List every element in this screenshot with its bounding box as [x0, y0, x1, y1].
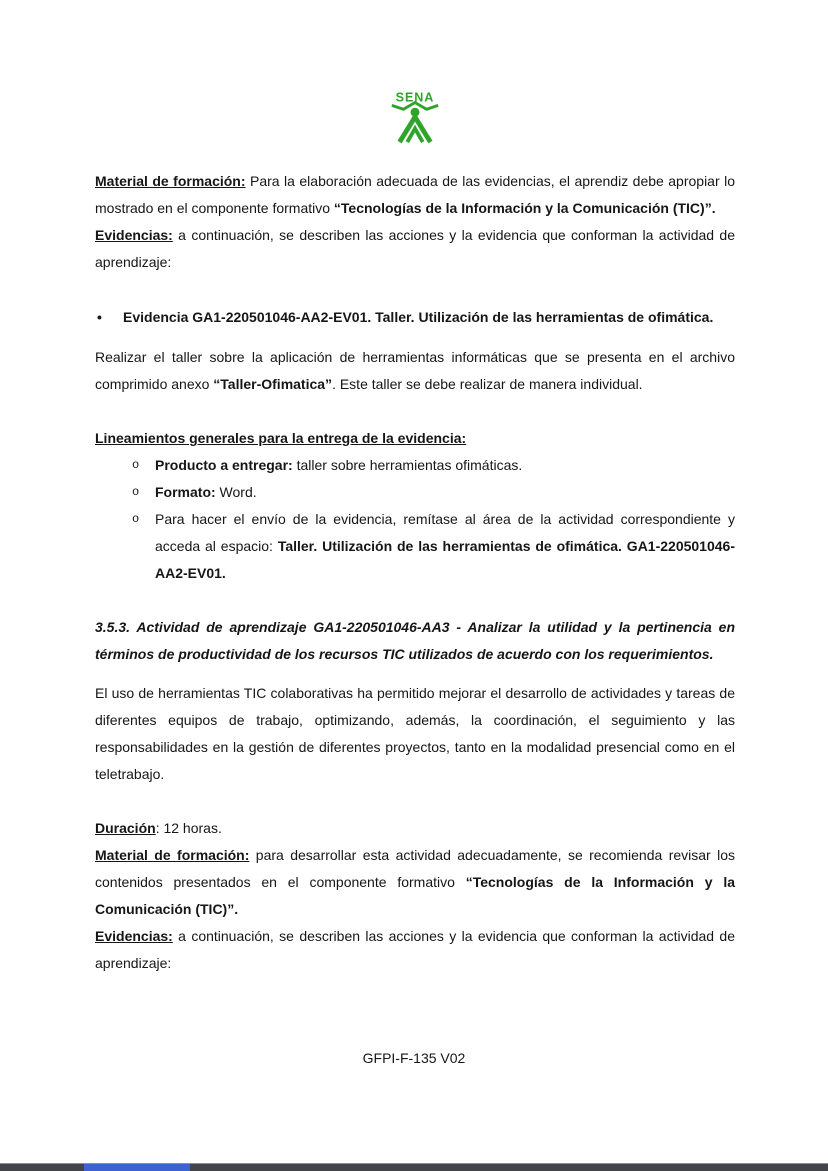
label-formato: Formato: — [155, 484, 216, 500]
document-content — [95, 0, 735, 977]
sublist-item-producto — [95, 452, 735, 479]
text-material-formacion-2: para desarrollar esta actividad adecuadamente, se recomienda revisar los contenidos presentados en el componente formativo — [95, 847, 735, 890]
sub-bullet-icon: o — [132, 458, 140, 472]
window-bottom-edge — [0, 1163, 828, 1171]
label-material-formacion: Material de formación: — [95, 173, 246, 189]
bullet-evidencia-text: Evidencia GA1-220501046-AA2-EV01. Taller. Utilización de las herramientas de ofimática. — [123, 309, 714, 325]
sublist-item-formato — [95, 479, 735, 506]
label-evidencias: Evidencias: — [95, 227, 173, 243]
bullet-icon: • — [97, 309, 102, 325]
paragraph-material-formacion-1 — [95, 168, 735, 222]
heading-actividad-353: 3.5.3. Actividad de aprendizaje GA1-220501046-AA3 - Analizar la utilidad y la pertinencia en términos de productividad de los recursos TIC utilizados de acuerdo con los requerimientos. — [95, 619, 735, 662]
text-formato: Word. — [215, 484, 257, 500]
paragraph-evidencias-2 — [95, 923, 735, 977]
text-taller-ofimatica: “Taller-Ofimatica” — [213, 376, 333, 392]
sub-bullet-icon: o — [132, 512, 140, 526]
label-duracion: Duración — [95, 820, 156, 836]
text-producto: taller sobre herramientas ofimáticas. — [292, 457, 523, 473]
text-realizar-taller: Realizar el taller sobre la aplicación de herramientas informáticas que se presenta en el archivo comprimido anexo — [95, 349, 735, 392]
sublist-item-envio — [95, 506, 735, 587]
text-duracion: : 12 horas. — [155, 820, 222, 836]
text-evidencias: a continuación, se describen las acciones y la evidencia que conforman la actividad de aprendizaje: — [95, 227, 735, 270]
text-espacio-evidencia: Taller. Utilización de las herramientas de ofimática. GA1-220501046-AA2-EV01. — [155, 538, 735, 581]
paragraph-evidencias-1 — [95, 222, 735, 276]
bullet-evidencia-ev01 — [95, 304, 735, 331]
taskbar-highlight — [84, 1164, 190, 1171]
sub-bullet-icon: o — [132, 485, 140, 499]
paragraph-duracion — [95, 815, 735, 842]
sena-logo-graphic — [385, 90, 445, 144]
label-material-formacion-2: Material de formación: — [95, 847, 250, 863]
label-evidencias-2: Evidencias: — [95, 928, 173, 944]
sena-logo-text: SENA — [395, 90, 435, 105]
paragraph-realizar-taller — [95, 344, 735, 398]
text-envio: Para hacer el envío de la evidencia, remítase al área de la actividad correspondiente y acceda al espacio: — [155, 511, 735, 554]
text-realizar-taller-2: . Este taller se debe realizar de manera individual. — [332, 376, 643, 392]
paragraph-material-formacion-2 — [95, 842, 735, 923]
sena-logo-legs — [407, 129, 422, 143]
heading-lineamientos-text: Lineamientos generales para la entrega de la evidencia: — [95, 430, 467, 446]
text-componente-tic-2: “Tecnologías de la Información y la Comunicación (TIC)”. — [95, 874, 735, 917]
label-producto: Producto a entregar: — [155, 457, 293, 473]
text-evidencias-2: a continuación, se describen las acciones y la evidencia que conforman la actividad de aprendizaje: — [95, 928, 735, 971]
text-material-formacion: Para la elaboración adecuada de las evidencias, el aprendiz debe apropiar lo mostrado en el componente formativo — [95, 173, 735, 216]
sena-logo — [95, 0, 735, 144]
heading-lineamientos — [95, 425, 735, 452]
text-componente-tic: “Tecnologías de la Información y la Comunicación (TIC)”. — [333, 200, 716, 216]
paragraph-uso-herramientas: El uso de herramientas TIC colaborativas ha permitido mejorar el desarrollo de actividades y tareas de diferentes equipos de trabajo, optimizando, además, la coordinación, el seguimiento y las responsabilidades en la gestión de diferentes proyectos, tanto en la modalidad presencial como en el teletrabajo. — [95, 685, 735, 782]
page-footer-code: GFPI-F-135 V02 — [362, 1050, 466, 1066]
